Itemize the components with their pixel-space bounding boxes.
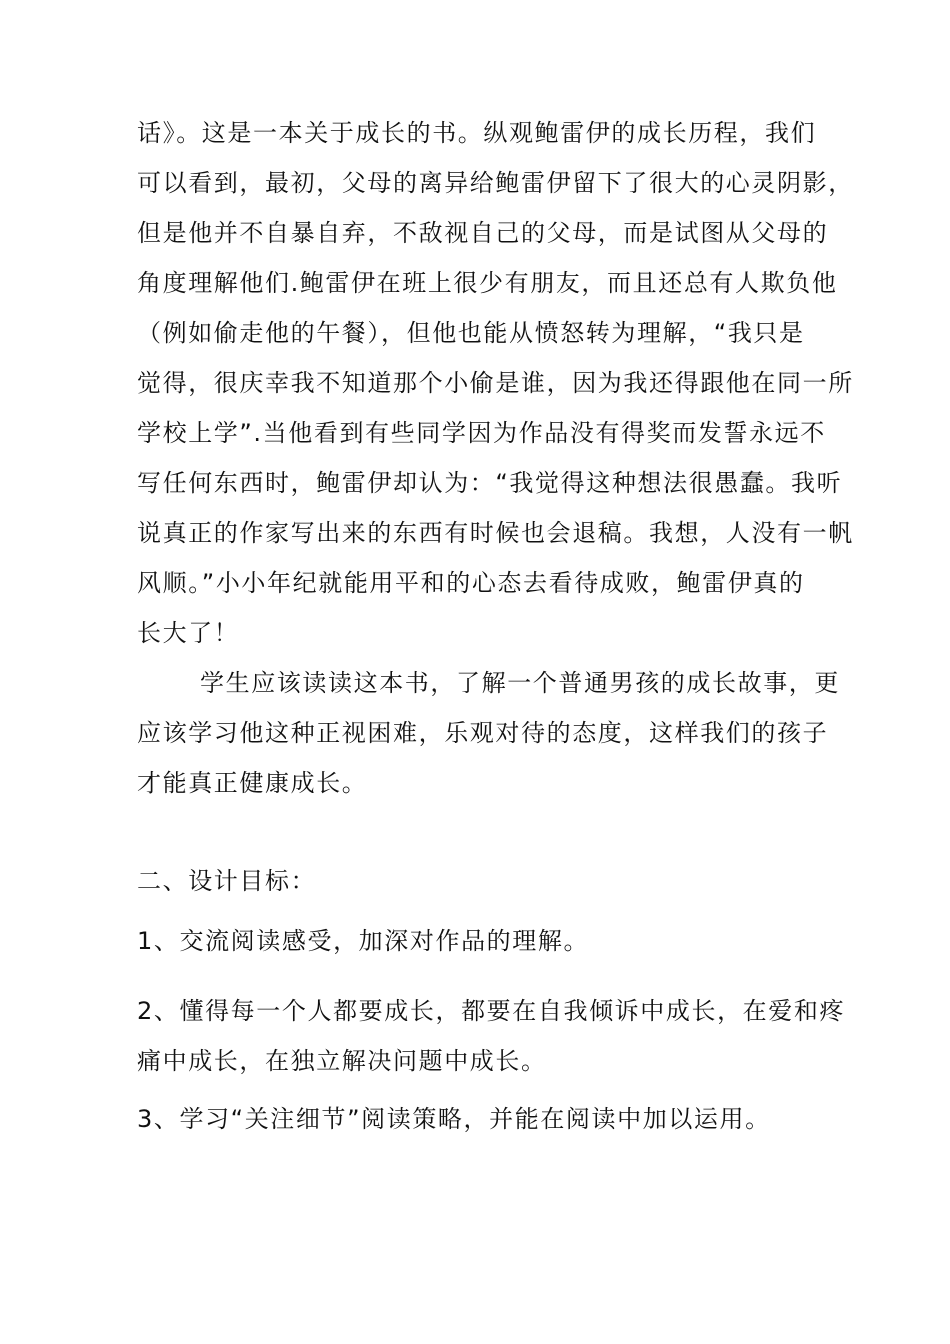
text-line: 说真正的作家写出来的东西有时候也会退稿。我想，人没有一帆	[137, 519, 854, 547]
text-line: 角度理解他们.鲍雷伊在班上很少有朋友，而且还总有人欺负他	[137, 269, 838, 297]
text-line: 觉得，很庆幸我不知道那个小偷是谁，因为我还得跟他在同一所	[137, 369, 854, 397]
text-line: 应该学习他这种正视困难，乐观对待的态度，这样我们的孩子	[137, 719, 829, 747]
goal-item: 1、交流阅读感受，加深对作品的理解。	[137, 927, 590, 955]
text-line: 可以看到，最初，父母的离异给鲍雷伊留下了很大的心灵阴影，	[137, 169, 854, 197]
goal-item: 2、懂得每一个人都要成长，都要在自我倾诉中成长，在爱和疼	[137, 997, 846, 1025]
text-line: （例如偷走他的午餐），但他也能从愤怒转为理解，“我只是	[137, 319, 805, 347]
text-line: 学校上学”.当他看到有些同学因为作品没有得奖而发誓永远不	[137, 419, 826, 447]
text-line: 写任何东西时，鲍雷伊却认为：“我觉得这种想法很愚蠢。我听	[137, 469, 843, 497]
text-line: 才能真正健康成长。	[137, 769, 368, 797]
goal-item-continued: 痛中成长，在独立解决问题中成长。	[137, 1047, 547, 1075]
section-heading: 二、设计目标：	[137, 867, 317, 895]
goal-item: 3、学习“关注细节”阅读策略，并能在阅读中加以运用。	[137, 1105, 771, 1133]
text-line: 但是他并不自暴自弃，不敌视自己的父母，而是试图从父母的	[137, 219, 829, 247]
text-line: 长大了！	[137, 619, 240, 647]
text-line: 话》。这是一本关于成长的书。纵观鲍雷伊的成长历程，我们	[137, 119, 817, 147]
text-line: 风顺。”小小年纪就能用平和的心态去看待成败，鲍雷伊真的	[137, 569, 805, 597]
text-line: 学生应该读读这本书，了解一个普通男孩的成长故事，更	[200, 669, 840, 697]
